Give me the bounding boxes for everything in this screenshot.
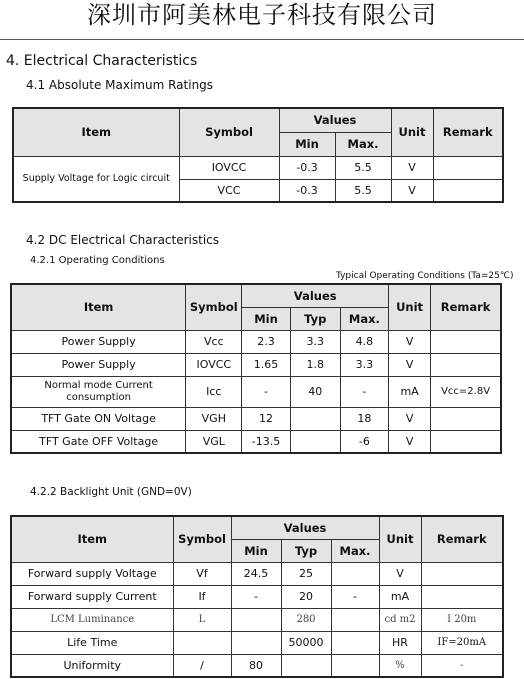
symbol-cell: Icc (186, 376, 242, 407)
unit-cell: V (391, 156, 433, 179)
backlight-unit-table (10, 515, 504, 678)
min-cell: 80 (231, 654, 281, 677)
table-row (11, 353, 501, 376)
col-remark: Remark (421, 516, 503, 562)
section-4-2-1-heading: 4.2.1 Operating Conditions (30, 255, 165, 266)
item-cell: LCM Luminance (11, 608, 173, 631)
remark-cell: Vcc=2.8V (431, 376, 501, 407)
unit-cell: HR (379, 631, 421, 654)
col-symbol: Symbol (186, 284, 242, 330)
min-cell: -13.5 (242, 430, 290, 453)
col-values: Values (231, 516, 379, 539)
unit-cell: V (389, 353, 431, 376)
table-row (11, 585, 503, 608)
table-row (11, 376, 501, 407)
min-cell: 2.3 (242, 330, 290, 353)
table-row (13, 156, 503, 179)
remark-cell (433, 179, 503, 202)
company-header: 深圳市阿美林电子科技有限公司 (87, 1, 437, 29)
typ-cell (290, 407, 340, 430)
header-rule (0, 39, 524, 40)
symbol-cell: IOVCC (186, 353, 242, 376)
min-cell (231, 631, 281, 654)
remark-cell: I 20m (421, 608, 503, 631)
unit-cell: mA (379, 585, 421, 608)
col-typ: Typ (281, 539, 331, 562)
max-cell (331, 562, 379, 585)
table-row (11, 562, 503, 585)
max-cell: 18 (340, 407, 388, 430)
col-symbol: Symbol (179, 108, 279, 156)
min-cell: 12 (242, 407, 290, 430)
max-cell (331, 631, 379, 654)
typ-cell: 280 (281, 608, 331, 631)
typical-conditions-note: Typical Operating Conditions (Ta=25℃) (336, 271, 514, 281)
item-cell: Forward supply Current (11, 585, 173, 608)
symbol-cell: Vcc (186, 330, 242, 353)
remark-cell (431, 407, 501, 430)
min-cell (231, 608, 281, 631)
table-row (11, 407, 501, 430)
col-unit: Unit (379, 516, 421, 562)
col-min: Min (242, 307, 290, 330)
unit-cell: V (389, 330, 431, 353)
col-min: Min (231, 539, 281, 562)
max-cell: - (340, 376, 388, 407)
item-cell: TFT Gate OFF Voltage (11, 430, 186, 453)
remark-cell (421, 562, 503, 585)
typ-cell: 25 (281, 562, 331, 585)
symbol-cell: IOVCC (179, 156, 279, 179)
remark-cell (431, 330, 501, 353)
col-remark: Remark (433, 108, 503, 156)
remark-cell (431, 353, 501, 376)
typ-cell: 40 (290, 376, 340, 407)
item-cell: Power Supply (11, 330, 186, 353)
col-max: Max. (340, 307, 388, 330)
unit-cell: V (391, 179, 433, 202)
table-row (11, 330, 501, 353)
table-row (11, 430, 501, 453)
absolute-max-ratings-table (12, 107, 504, 203)
typ-cell: 3.3 (290, 330, 340, 353)
col-values: Values (242, 284, 389, 307)
symbol-cell: L (173, 608, 231, 631)
max-cell (331, 608, 379, 631)
col-unit: Unit (391, 108, 433, 156)
max-cell: 4.8 (340, 330, 388, 353)
unit-cell: V (389, 430, 431, 453)
unit-cell: % (379, 654, 421, 677)
max-cell: 5.5 (335, 179, 391, 202)
section-4-heading: 4. Electrical Characteristics (6, 53, 198, 69)
max-cell: - (331, 585, 379, 608)
remark-cell (421, 585, 503, 608)
typ-cell (290, 430, 340, 453)
symbol-cell: Vf (173, 562, 231, 585)
table-row (11, 654, 503, 677)
symbol-cell (173, 631, 231, 654)
operating-conditions-table (10, 283, 502, 454)
typ-cell: 1.8 (290, 353, 340, 376)
symbol-cell: VGL (186, 430, 242, 453)
min-cell: - (231, 585, 281, 608)
typ-cell (281, 654, 331, 677)
col-item: Item (11, 516, 173, 562)
item-cell: TFT Gate ON Voltage (11, 407, 186, 430)
unit-cell: mA (389, 376, 431, 407)
symbol-cell: / (173, 654, 231, 677)
item-cell: Forward supply Voltage (11, 562, 173, 585)
max-cell: 5.5 (335, 156, 391, 179)
max-cell: -6 (340, 430, 388, 453)
section-4-2-heading: 4.2 DC Electrical Characteristics (26, 233, 220, 247)
unit-cell: cd m2 (379, 608, 421, 631)
col-symbol: Symbol (173, 516, 231, 562)
table-row (11, 631, 503, 654)
typ-cell: 20 (281, 585, 331, 608)
min-cell: - (242, 376, 290, 407)
max-cell: 3.3 (340, 353, 388, 376)
typ-cell: 50000 (281, 631, 331, 654)
col-item: Item (13, 108, 179, 156)
remark-cell: IF=20mA (421, 631, 503, 654)
col-item: Item (11, 284, 186, 330)
col-unit: Unit (389, 284, 431, 330)
item-cell: Supply Voltage for Logic circuit (13, 156, 179, 202)
min-cell: -0.3 (279, 156, 335, 179)
unit-cell: V (389, 407, 431, 430)
min-cell: -0.3 (279, 179, 335, 202)
col-max: Max. (335, 132, 391, 156)
remark-cell: - (421, 654, 503, 677)
col-values: Values (279, 108, 391, 132)
table-row (11, 608, 503, 631)
symbol-cell: VCC (179, 179, 279, 202)
item-cell: Normal mode Current consumption (11, 376, 186, 407)
item-cell: Power Supply (11, 353, 186, 376)
col-remark: Remark (431, 284, 501, 330)
remark-cell (431, 430, 501, 453)
min-cell: 1.65 (242, 353, 290, 376)
section-4-1-heading: 4.1 Absolute Maximum Ratings (26, 78, 214, 92)
max-cell (331, 654, 379, 677)
symbol-cell: If (173, 585, 231, 608)
remark-cell (433, 156, 503, 179)
col-typ: Typ (290, 307, 340, 330)
col-min: Min (279, 132, 335, 156)
col-max: Max. (331, 539, 379, 562)
item-cell: Uniformity (11, 654, 173, 677)
item-cell: Life Time (11, 631, 173, 654)
min-cell: 24.5 (231, 562, 281, 585)
unit-cell: V (379, 562, 421, 585)
section-4-2-2-heading: 4.2.2 Backlight Unit (GND=0V) (30, 486, 192, 498)
symbol-cell: VGH (186, 407, 242, 430)
